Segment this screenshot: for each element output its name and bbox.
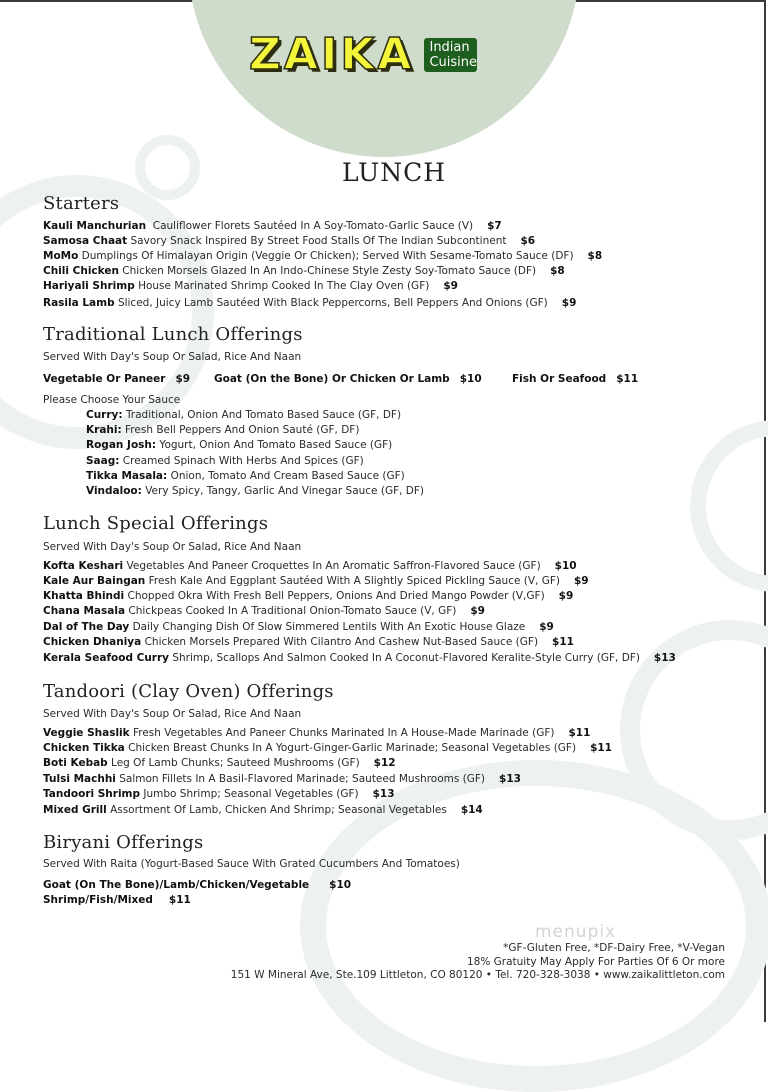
menu-item xyxy=(43,250,602,262)
item-name: Kauli Manchurian xyxy=(43,220,147,232)
item-name: Rasila Lamb xyxy=(43,297,115,309)
section-note: Served With Day's Soup Or Salad, Rice And Naan xyxy=(43,708,302,720)
item-price: $11 xyxy=(590,742,612,754)
item-price: $6 xyxy=(520,235,536,247)
sauce-desc: Yogurt, Onion And Tomato Based Sauce (GF) xyxy=(159,439,393,451)
option-label: Vegetable Or Paneer xyxy=(43,373,166,385)
item-price: $9 xyxy=(561,297,577,309)
price-option xyxy=(512,373,638,385)
sauce-item xyxy=(86,455,364,467)
item-price: $9 xyxy=(558,590,574,602)
item-name: MoMo xyxy=(43,250,79,262)
menu-item xyxy=(43,879,351,891)
menu-item xyxy=(43,727,590,739)
menu-item xyxy=(43,590,573,602)
item-desc: Jumbo Shrimp; Seasonal Vegetables (GF) xyxy=(143,788,359,800)
footer-gratuity: 18% Gratuity May Apply For Parties Of 6 Or more xyxy=(466,955,725,968)
menu-item xyxy=(43,621,554,633)
option-price: $10 xyxy=(459,373,482,385)
menu-item xyxy=(43,220,502,232)
section-title-tandoori: Tandoori (Clay Oven) Offerings xyxy=(43,681,334,702)
option-price: $9 xyxy=(175,373,191,385)
footer xyxy=(231,942,725,983)
item-name: Goat (On The Bone)/Lamb/Chicken/Vegetable xyxy=(43,879,310,891)
item-price: $8 xyxy=(587,250,603,262)
item-name: Mixed Grill xyxy=(43,804,107,816)
section-title-starters: Starters xyxy=(43,193,120,214)
item-desc: Daily Changing Dish Of Slow Simmered Lentils With An Exotic House Glaze xyxy=(132,621,526,633)
item-name: Kerala Seafood Curry xyxy=(43,652,169,664)
item-desc: Savory Snack Inspired By Street Food Stalls Of The Indian Subcontinent xyxy=(130,235,507,247)
menu-item xyxy=(43,297,576,309)
item-desc: Chicken Morsels Glazed In An Indo-Chinese Style Zesty Soy-Tomato Sauce (DF) xyxy=(122,265,537,277)
option-label: Goat (On the Bone) Or Chicken Or Lamb xyxy=(214,373,450,385)
item-name: Veggie Shaslik xyxy=(43,727,130,739)
menu-item xyxy=(43,742,612,754)
option-price: $11 xyxy=(616,373,639,385)
menu-item xyxy=(43,560,577,572)
item-name: Tulsi Machhi xyxy=(43,773,116,785)
item-desc: Cauliflower Florets Sautéed In A Soy-Tomato-Garlic Sauce (V) xyxy=(152,220,474,232)
sauce-prompt: Please Choose Your Sauce xyxy=(43,394,181,406)
item-name: Boti Kebab xyxy=(43,757,108,769)
sauce-desc: Very Spicy, Tangy, Garlic And Vinegar Sauce (GF, DF) xyxy=(145,485,425,497)
item-price: $13 xyxy=(653,652,676,664)
item-name: Khatta Bhindi xyxy=(43,590,125,602)
item-desc: Chicken Breast Chunks In A Yogurt-Ginger-Garlic Marinade; Seasonal Vegetables (GF) xyxy=(128,742,577,754)
logo-wordmark: ZAIKA xyxy=(249,29,415,80)
item-desc: Sliced, Juicy Lamb Sautéed With Black Peppercorns, Bell Peppers And Onions (GF) xyxy=(117,297,548,309)
item-desc: Chickpeas Cooked In A Traditional Onion-Tomato Sauce (V, GF) xyxy=(128,605,457,617)
menu-item xyxy=(43,788,395,800)
item-name: Kale Aur Baingan xyxy=(43,575,146,587)
item-price: $9 xyxy=(539,621,554,633)
menu-item xyxy=(43,605,485,617)
price-option xyxy=(43,373,190,385)
menu-item xyxy=(43,636,574,648)
section-title-biryani: Biryani Offerings xyxy=(43,832,204,853)
section-title-special: Lunch Special Offerings xyxy=(43,513,269,534)
sauce-name: Curry: xyxy=(86,409,123,421)
section-note: Served With Day's Soup Or Salad, Rice And Naan xyxy=(43,351,302,363)
item-desc: Chopped Okra With Fresh Bell Peppers, Onions And Dried Mango Powder (V,GF) xyxy=(127,590,545,602)
sauce-item xyxy=(86,485,424,497)
item-desc: Fresh Kale And Eggplant Sautéed With A Slightly Spiced Pickling Sauce (V, GF) xyxy=(148,575,560,587)
sauce-item xyxy=(86,470,405,482)
item-price: $9 xyxy=(574,575,589,587)
logo-badge-line2: Cuisine xyxy=(429,55,478,70)
logo-badge-line1: Indian xyxy=(429,40,470,55)
option-label: Fish Or Seafood xyxy=(512,373,607,385)
item-price: $13 xyxy=(499,773,521,785)
item-price: $10 xyxy=(554,560,577,572)
menu-item xyxy=(43,652,676,664)
watermark: menupix xyxy=(535,922,617,942)
item-price: $11 xyxy=(552,636,574,648)
item-price: $11 xyxy=(168,894,191,906)
section-title-traditional: Traditional Lunch Offerings xyxy=(43,324,303,345)
item-name: Chicken Tikka xyxy=(43,742,125,754)
sauce-desc: Fresh Bell Peppers And Onion Sauté (GF, DF) xyxy=(125,424,360,436)
item-desc: Shrimp, Scallops And Salmon Cooked In A Coconut-Flavored Keralite-Style Curry (GF, DF) xyxy=(172,652,640,664)
item-price: $8 xyxy=(550,265,565,277)
item-name: Chana Masala xyxy=(43,605,126,617)
sauce-name: Rogan Josh: xyxy=(86,439,157,451)
sauce-desc: Onion, Tomato And Cream Based Sauce (GF) xyxy=(170,470,405,482)
menu-item xyxy=(43,894,191,906)
item-desc: Leg Of Lamb Chunks; Sauteed Mushrooms (GF) xyxy=(111,757,360,769)
page-title: LUNCH xyxy=(341,158,447,187)
sauce-item xyxy=(86,409,401,421)
menu-item xyxy=(43,265,565,277)
item-price: $10 xyxy=(329,879,352,891)
item-name: Tandoori Shrimp xyxy=(43,788,141,800)
item-price: $9 xyxy=(470,605,485,617)
price-option xyxy=(214,373,482,385)
item-desc: Salmon Fillets In A Basil-Flavored Marinade; Sauteed Mushrooms (GF) xyxy=(119,773,486,785)
footer-legend: *GF-Gluten Free, *DF-Dairy Free, *V-Vegan xyxy=(503,942,725,954)
menu-item xyxy=(43,773,521,785)
item-name: Shrimp/Fish/Mixed xyxy=(43,894,153,906)
section-note: Served With Day's Soup Or Salad, Rice And Naan xyxy=(43,541,302,553)
item-desc: House Marinated Shrimp Cooked In The Clay Oven (GF) xyxy=(138,280,430,292)
logo-badge xyxy=(424,38,477,72)
item-price: $13 xyxy=(372,788,395,800)
item-desc: Vegetables And Paneer Croquettes In An Aromatic Saffron-Flavored Sauce (GF) xyxy=(126,560,541,572)
sauce-desc: Creamed Spinach With Herbs And Spices (GF) xyxy=(122,455,364,467)
item-desc: Fresh Vegetables And Paneer Chunks Marinated In A House-Made Marinade (GF) xyxy=(132,727,555,739)
menu-item xyxy=(43,235,535,247)
item-desc: Dumplings Of Himalayan Origin (Veggie Or Chicken); Served With Sesame-Tomato Sauce (DF) xyxy=(81,250,574,262)
item-desc: Chicken Morsels Prepared With Cilantro And Cashew Nut-Based Sauce (GF) xyxy=(144,636,539,648)
sauce-name: Krahi: xyxy=(86,424,122,436)
item-name: Hariyali Shrimp xyxy=(43,280,135,292)
menu-item xyxy=(43,804,483,816)
section-note: Served With Raita (Yogurt-Based Sauce With Grated Cucumbers And Tomatoes) xyxy=(43,858,460,870)
logo xyxy=(249,30,477,80)
sauce-name: Saag: xyxy=(86,455,120,467)
item-name: Chili Chicken xyxy=(43,265,119,277)
sauce-name: Vindaloo: xyxy=(86,485,142,497)
item-name: Chicken Dhaniya xyxy=(43,636,142,648)
item-desc: Assortment Of Lamb, Chicken And Shrimp; Seasonal Vegetables xyxy=(110,804,447,816)
item-price: $14 xyxy=(460,804,483,816)
footer-contact: 151 W Mineral Ave, Ste.109 Littleton, CO 80120 • Tel. 720-328-3038 • www.zaikalittleton.com xyxy=(230,969,725,981)
item-name: Samosa Chaat xyxy=(43,235,128,247)
item-price: $7 xyxy=(487,220,502,232)
sauce-item xyxy=(86,439,392,451)
item-price: $12 xyxy=(373,757,396,769)
sauce-desc: Traditional, Onion And Tomato Based Sauce (GF, DF) xyxy=(125,409,402,421)
menu-item xyxy=(43,280,458,292)
sauce-item xyxy=(86,424,359,436)
menu-item xyxy=(43,575,589,587)
item-name: Kofta Keshari xyxy=(43,560,124,572)
item-name: Dal of The Day xyxy=(43,621,130,633)
item-price: $9 xyxy=(443,280,458,292)
item-price: $11 xyxy=(568,727,591,739)
sauce-name: Tikka Masala: xyxy=(86,470,168,482)
menu-item xyxy=(43,757,396,769)
